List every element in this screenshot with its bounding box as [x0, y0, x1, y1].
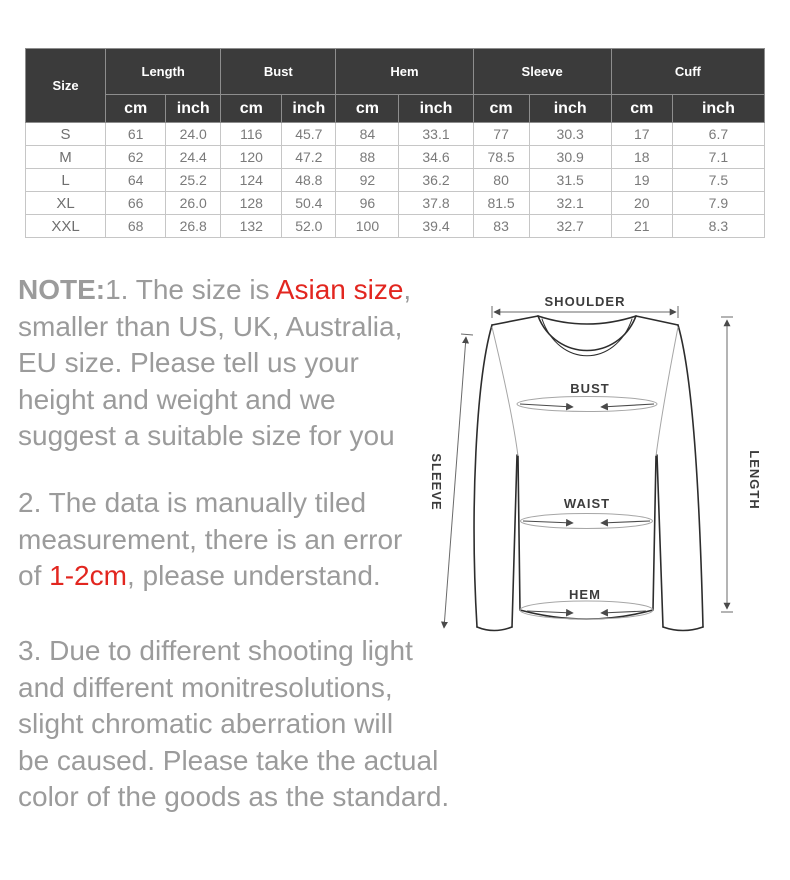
note-line: 3. Due to different shooting light: [18, 635, 413, 666]
col-header-size: Size: [26, 49, 106, 123]
col-header-bust: Bust: [221, 49, 336, 95]
cell-hem-inch: 36.2: [399, 169, 473, 192]
cell-hem-cm: 88: [336, 146, 399, 169]
cell-size: XXL: [26, 215, 106, 238]
cell-sleeve-cm: 78.5: [473, 146, 529, 169]
cell-sleeve-inch: 31.5: [529, 169, 611, 192]
unit-bust-inch: inch: [282, 95, 336, 123]
note-line: smaller than US, UK, Australia,: [18, 310, 403, 342]
cell-length-inch: 24.4: [166, 146, 221, 169]
cell-sleeve-inch: 30.3: [529, 123, 611, 146]
note-line: NOTE:1. The size is Asian size,: [18, 274, 412, 305]
cell-length-inch: 26.8: [166, 215, 221, 238]
highlight-asian-size: Asian size: [275, 274, 404, 305]
cell-bust-inch: 45.7: [282, 123, 336, 146]
cell-cuff-inch: 6.7: [672, 123, 764, 146]
cell-hem-inch: 33.1: [399, 123, 473, 146]
cell-sleeve-cm: 80: [473, 169, 529, 192]
cell-bust-cm: 132: [221, 215, 282, 238]
unit-hem-cm: cm: [336, 95, 399, 123]
cell-cuff-inch: 8.3: [672, 215, 764, 238]
unit-cuff-cm: cm: [611, 95, 672, 123]
cell-bust-inch: 52.0: [282, 215, 336, 238]
note-line: and different monitresolutions,: [18, 671, 393, 703]
cell-size: M: [26, 146, 106, 169]
cell-bust-inch: 48.8: [282, 169, 336, 192]
table-row: [26, 169, 765, 192]
table-row: [26, 123, 765, 146]
shirt-measurement-diagram: [420, 280, 780, 665]
note-line: suggest a suitable size for you: [18, 420, 395, 452]
cell-sleeve-cm: 83: [473, 215, 529, 238]
cell-length-inch: 25.2: [166, 169, 221, 192]
col-header-length: Length: [106, 49, 221, 95]
cell-length-cm: 66: [106, 192, 166, 215]
highlight-error-range: 1-2cm: [49, 560, 127, 592]
cell-cuff-cm: 18: [611, 146, 672, 169]
cell-hem-cm: 84: [336, 123, 399, 146]
cell-size: L: [26, 169, 106, 192]
cell-bust-cm: 128: [221, 192, 282, 215]
cell-bust-inch: 50.4: [282, 192, 336, 215]
cell-hem-cm: 96: [336, 192, 399, 215]
note-line: be caused. Please take the actual: [18, 744, 439, 776]
unit-hem-inch: inch: [399, 95, 473, 123]
cell-sleeve-cm: 81.5: [473, 192, 529, 215]
note-line: 2. The data is manually tiled: [18, 487, 367, 518]
table-row: [26, 192, 765, 215]
cell-bust-cm: 116: [221, 123, 282, 146]
cell-length-cm: 61: [106, 123, 166, 146]
note-paragraph-1: [18, 272, 411, 455]
cell-bust-inch: 47.2: [282, 146, 336, 169]
unit-length-cm: cm: [106, 95, 166, 123]
table-row: [26, 146, 765, 169]
col-header-cuff: Cuff: [611, 49, 764, 95]
label-bust: BUST: [570, 381, 610, 396]
table-group-header-row: [26, 49, 765, 95]
cell-cuff-inch: 7.9: [672, 192, 764, 215]
unit-sleeve-cm: cm: [473, 95, 529, 123]
unit-length-inch: inch: [166, 95, 221, 123]
label-hem: HEM: [569, 587, 601, 602]
cell-length-inch: 24.0: [166, 123, 221, 146]
cell-cuff-cm: 17: [611, 123, 672, 146]
note-line: of 1-2cm, please understand.: [18, 560, 381, 592]
cell-hem-inch: 39.4: [399, 215, 473, 238]
shirt-outline: [474, 316, 703, 631]
cell-hem-cm: 92: [336, 169, 399, 192]
note-paragraph-3: [18, 633, 449, 816]
note-line: measurement, there is an error: [18, 523, 403, 555]
cell-bust-cm: 120: [221, 146, 282, 169]
note-line: color of the goods as the standard.: [18, 781, 450, 813]
label-shoulder: SHOULDER: [544, 294, 626, 309]
col-header-sleeve: Sleeve: [473, 49, 611, 95]
label-length: LENGTH: [747, 450, 762, 510]
cell-sleeve-cm: 77: [473, 123, 529, 146]
cell-length-cm: 64: [106, 169, 166, 192]
cell-cuff-cm: 19: [611, 169, 672, 192]
cell-hem-inch: 34.6: [399, 146, 473, 169]
cell-hem-cm: 100: [336, 215, 399, 238]
note-line: slight chromatic aberration will: [18, 708, 394, 740]
cell-sleeve-inch: 32.7: [529, 215, 611, 238]
cell-size: XL: [26, 192, 106, 215]
cell-cuff-inch: 7.5: [672, 169, 764, 192]
label-sleeve: SLEEVE: [429, 453, 444, 511]
note-line: height and weight and we: [18, 383, 336, 415]
cell-cuff-cm: 20: [611, 192, 672, 215]
dimension-lines: [444, 306, 733, 628]
unit-bust-cm: cm: [221, 95, 282, 123]
col-header-hem: Hem: [336, 49, 473, 95]
table-unit-header-row: [26, 95, 765, 123]
cell-cuff-inch: 7.1: [672, 146, 764, 169]
cell-cuff-cm: 21: [611, 215, 672, 238]
cell-size: S: [26, 123, 106, 146]
cell-hem-inch: 37.8: [399, 192, 473, 215]
table-row: [26, 215, 765, 238]
cell-sleeve-inch: 32.1: [529, 192, 611, 215]
note-label: NOTE:: [18, 274, 106, 305]
cell-bust-cm: 124: [221, 169, 282, 192]
cell-length-cm: 62: [106, 146, 166, 169]
unit-cuff-inch: inch: [672, 95, 764, 123]
note-line: EU size. Please tell us your: [18, 347, 359, 379]
label-waist: WAIST: [563, 496, 611, 511]
cell-length-inch: 26.0: [166, 192, 221, 215]
size-table: [25, 48, 765, 238]
note-paragraph-2: [18, 485, 402, 595]
unit-sleeve-inch: inch: [529, 95, 611, 123]
cell-length-cm: 68: [106, 215, 166, 238]
cell-sleeve-inch: 30.9: [529, 146, 611, 169]
